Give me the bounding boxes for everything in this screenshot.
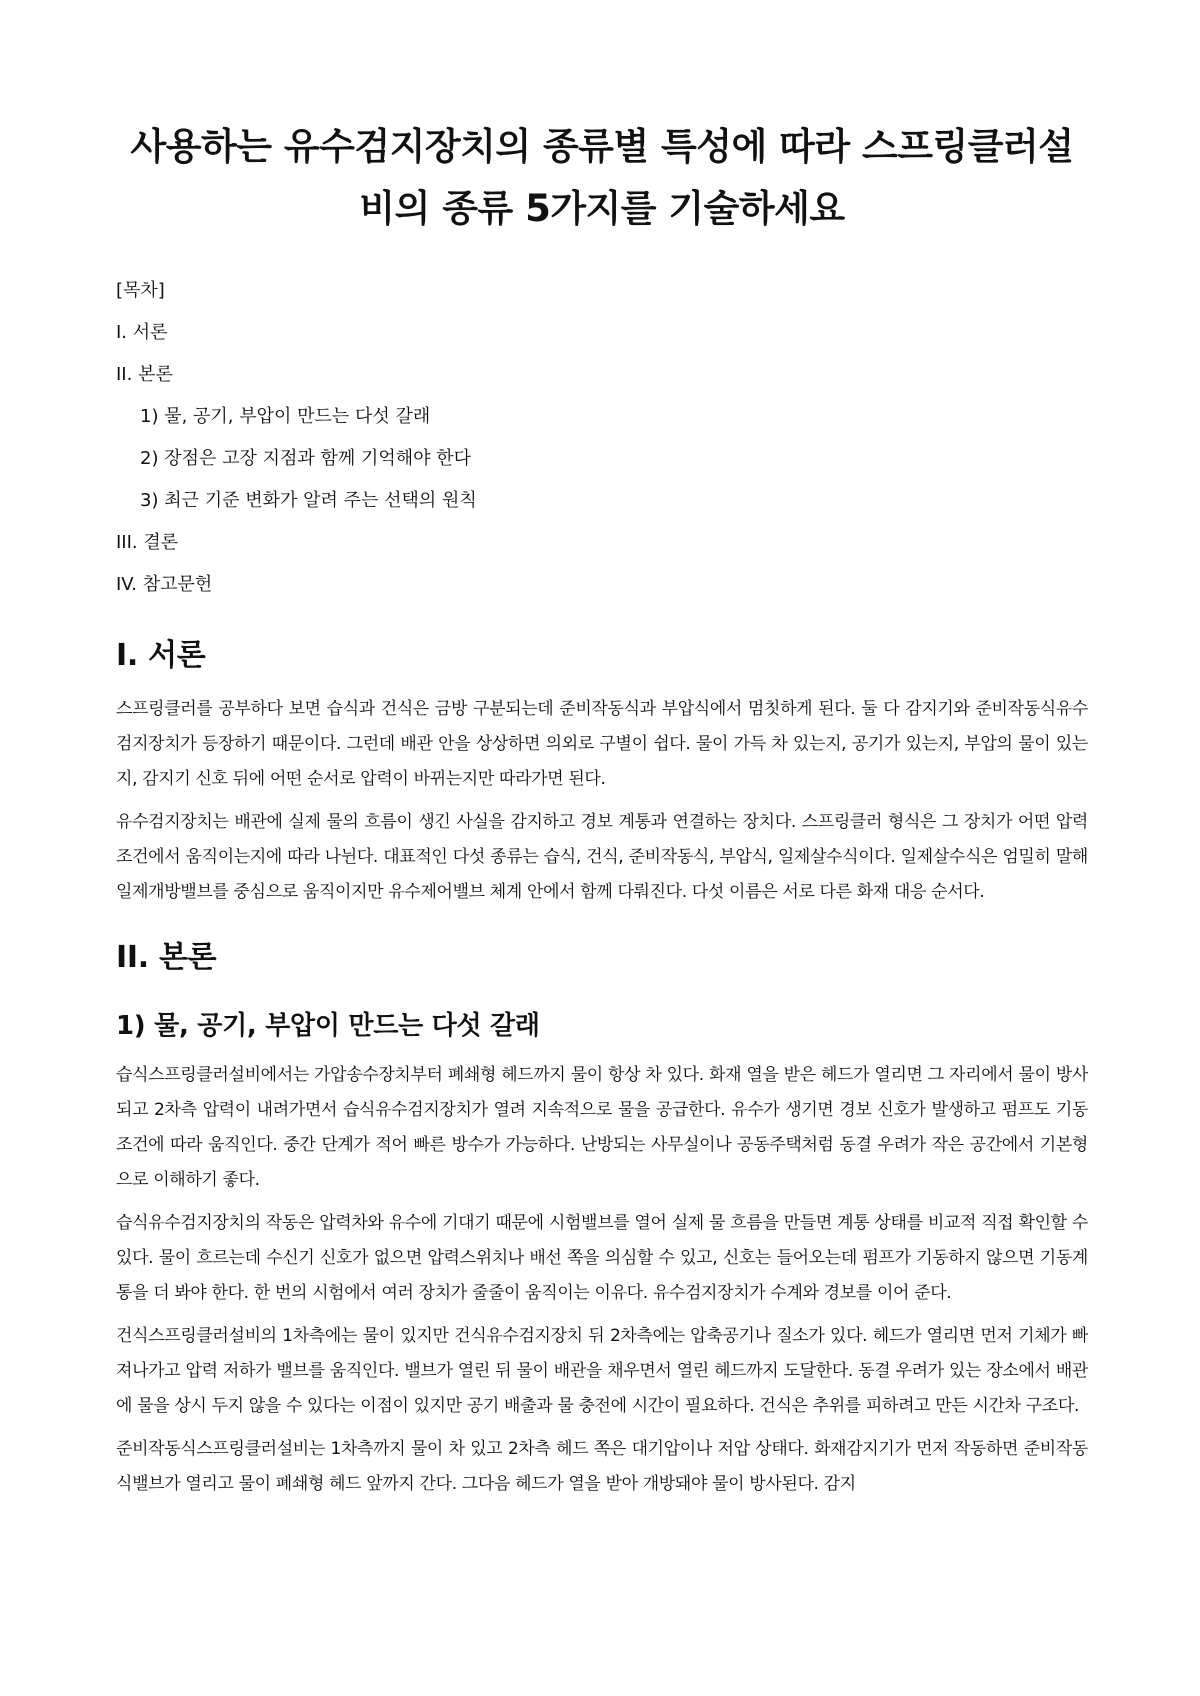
section-heading-body: II. 본론 — [116, 940, 217, 975]
section-intro — [116, 636, 1088, 910]
table-of-contents — [116, 270, 1088, 606]
toc-item-body-3: 3) 최근 기준 변화가 알려 주는 선택의 원칙 — [140, 490, 477, 511]
intro-paragraph-2: 유수검지장치는 배관에 실제 물의 흐름이 생긴 사실을 감지하고 경보 계통과 연결하는 장치다. 스프링클러 형식은 그 장치가 어떤 압력 조건에서 움직이는지에 따라 나뉜다. 대표적인 다섯 종류는 습식, 건식, 준비작동식, 부압식, 일제살수식이다. 일제살수식은 엄밀히 말해 일제개방밸브를 중심으로 움직이지만 유수제어밸브 체계 안에서 함께 다뤄진다. 다섯 이름은 서로 다른 화재 대응 순서다. — [116, 812, 1088, 902]
body-paragraph-1: 습식스프링클러설비에서는 가압송수장치부터 폐쇄형 헤드까지 물이 항상 차 있다. 화재 열을 받은 헤드가 열리면 그 자리에서 물이 방사되고 2차측 압력이 내려가면서 습식유수검지장치가 열려 지속적으로 물을 공급한다. 유수가 생기면 경보 신호가 발생하고 펌프도 기동 조건에 따라 움직인다. 중간 단계가 적어 빠른 방수가 가능하다. 난방되는 사무실이나 공동주택처럼 동결 우려가 작은 공간에서 기본형으로 이해하기 좋다. — [116, 1065, 1088, 1190]
toc-item-body-1: 1) 물, 공기, 부압이 만드는 다섯 갈래 — [140, 406, 431, 427]
toc-item-conclusion: III. 결론 — [116, 532, 179, 553]
toc-heading: [목차] — [116, 280, 165, 301]
document-title: 사용하는 유수검지장치의 종류별 특성에 따라 스프링클러설비의 종류 5가지를 기술하세요 — [130, 125, 1074, 230]
section-heading-intro: I. 서론 — [116, 638, 206, 673]
toc-item-references: IV. 참고문헌 — [116, 574, 213, 595]
subsection-heading-1: 1) 물, 공기, 부압이 만드는 다섯 갈래 — [116, 1011, 540, 1041]
body-paragraph-3: 건식스프링클러설비의 1차측에는 물이 있지만 건식유수검지장치 뒤 2차측에는 압축공기나 질소가 있다. 헤드가 열리면 먼저 기체가 빠져나가고 압력 저하가 밸브를 움직인다. 밸브가 열린 뒤 물이 배관을 채우면서 열린 헤드까지 도달한다. 동결 우려가 있는 장소에서 배관에 물을 상시 두지 않을 수 있다는 이점이 있지만 공기 배출과 물 충전에 시간이 필요하다. 건식은 추위를 피하려고 만든 시간차 구조다. — [116, 1326, 1088, 1416]
section-body — [116, 938, 1088, 1502]
toc-item-body-2: 2) 장점은 고장 지점과 함께 기억해야 한다 — [140, 448, 472, 469]
toc-item-intro: I. 서론 — [116, 322, 168, 343]
toc-item-body: II. 본론 — [116, 364, 173, 385]
body-paragraph-4: 준비작동식스프링클러설비는 1차측까지 물이 차 있고 2차측 헤드 쪽은 대기압이나 저압 상태다. 화재감지기가 먼저 작동하면 준비작동식밸브가 열리고 물이 폐쇄형 헤드 앞까지 간다. 그다음 헤드가 열을 받아 개방돼야 물이 방사된다. 감지 — [116, 1439, 1088, 1494]
intro-paragraph-1: 스프링클러를 공부하다 보면 습식과 건식은 금방 구분되는데 준비작동식과 부압식에서 멈칫하게 된다. 둘 다 감지기와 준비작동식유수검지장치가 등장하기 때문이다. 그런데 배관 안을 상상하면 의외로 구별이 쉽다. 물이 가득 차 있는지, 공기가 있는지, 부압의 물이 있는지, 감지기 신호 뒤에 어떤 순서로 압력이 바뀌는지만 따라가면 된다. — [116, 699, 1088, 789]
body-paragraph-2: 습식유수검지장치의 작동은 압력차와 유수에 기대기 때문에 시험밸브를 열어 실제 물 흐름을 만들면 계통 상태를 비교적 직접 확인할 수 있다. 물이 흐르는데 수신기 신호가 없으면 압력스위치나 배선 쪽을 의심할 수 있고, 신호는 들어오는데 펌프가 기동하지 않으면 기동계통을 더 봐야 한다. 한 번의 시험에서 여러 장치가 줄줄이 움직이는 이유다. 유수검지장치가 수계와 경보를 이어 준다. — [116, 1213, 1088, 1303]
